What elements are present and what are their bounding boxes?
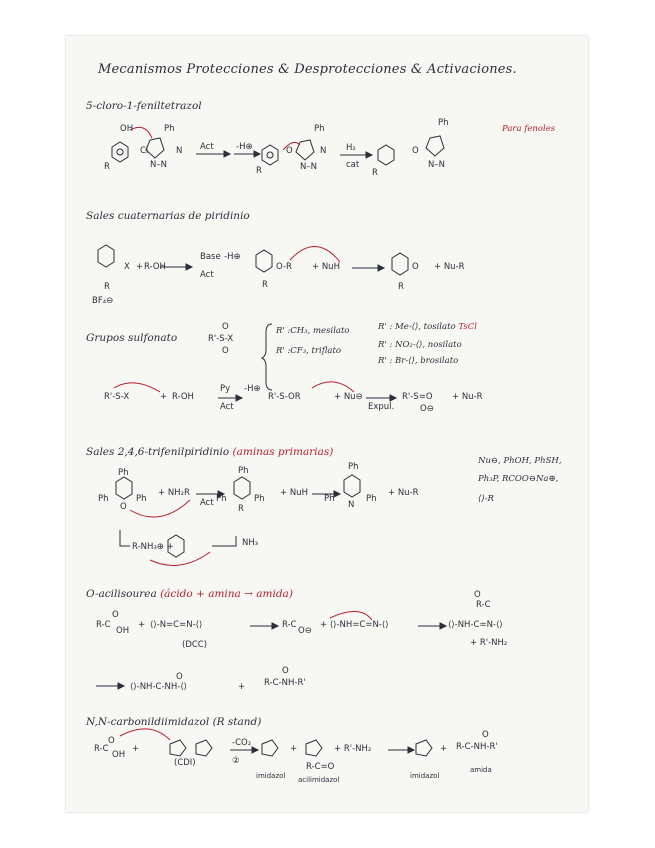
nn-label: N–N	[428, 160, 445, 170]
phenol-note: Para fenoles	[502, 124, 556, 134]
carboxylate-oxide: O⊖	[298, 626, 312, 636]
co2-loss-label: -CO₂	[232, 738, 252, 748]
section-heading-carbonildiimidazol: N,N-carbonildiimidazol (R stand)	[86, 716, 262, 728]
r-label: R	[104, 162, 110, 172]
pyridinium-ring	[98, 245, 114, 267]
step-two-marker: ②	[232, 756, 240, 766]
primary-amines-note: (aminas primarias)	[232, 446, 334, 458]
imidazol-label: imidazol	[410, 772, 440, 780]
pyrylium-ring	[116, 477, 132, 499]
plus-sign: +	[238, 682, 246, 692]
phenyl-label: Ph	[136, 494, 147, 504]
activation-label: Act	[200, 270, 214, 280]
phenyl-label: Ph	[238, 466, 249, 476]
phenyl-label: Ph	[324, 494, 335, 504]
phenyl-label: Ph	[438, 118, 449, 128]
pyridinium-ring	[256, 250, 272, 272]
pyridine-ring	[344, 475, 360, 497]
oxygen-label: O	[412, 146, 419, 156]
cdi-label: (CDI)	[174, 758, 196, 768]
base-label: Base	[200, 252, 221, 262]
phenyl-label: Ph	[118, 468, 129, 478]
dcc-structure: ⟨⟩-N=C=N-⟨⟩	[150, 620, 203, 630]
expulsion-label: Expul.	[368, 402, 395, 412]
benzene-ring	[112, 142, 128, 162]
imidazole-ring	[306, 740, 322, 756]
dcc-label: (DCC)	[182, 640, 208, 650]
nucleophile-label: + Nu⊖	[334, 392, 363, 402]
phenyl-label: Ph	[216, 494, 227, 504]
catalyst-label: cat	[346, 160, 360, 170]
tscl-label: TsCl	[458, 322, 477, 332]
acid-amine-note: (ácido + amina → amida)	[160, 588, 293, 600]
hydroxyl-label: OH	[120, 124, 134, 134]
r-label: R	[238, 504, 244, 514]
oxygen-label: O	[286, 146, 293, 156]
sulfonate-ester: R'-S-OR	[268, 392, 301, 402]
hydrogen-label: H₂	[346, 143, 356, 153]
nitrogen-label: N	[176, 146, 183, 156]
section-heading-acilisourea: O-acilisourea (ácido + amina → amida)	[86, 588, 293, 600]
phenyl-label: Ph	[348, 462, 359, 472]
carboxylic-acid: R-C	[94, 744, 109, 754]
pyridine-label: Py	[220, 384, 231, 394]
activation-label: Act	[200, 142, 214, 152]
amine-reagent: + R'-NH₂	[334, 744, 372, 754]
oxygen-label: O	[120, 502, 127, 512]
carbonyl-oxygen: O	[112, 610, 119, 620]
plus-sign: +	[132, 744, 140, 754]
sulfonate-product: R'-S=O	[402, 392, 433, 402]
nucleophile-list-3: ⟨⟩-R	[478, 494, 494, 504]
ammonia-label: NH₃	[242, 538, 259, 548]
plus-sign: +	[136, 262, 144, 272]
page-title: Mecanismos Protecciones & Desprotecciones & Activaciones.	[98, 62, 517, 77]
section-heading-piridinio: Sales cuaternarias de piridinio	[86, 210, 250, 222]
o-acylisourea: ⟨⟩-NH-C=N-⟨⟩	[448, 620, 503, 630]
hydroxyl-label: OH	[116, 626, 130, 636]
section-heading-sulfonato: Grupos sulfonato	[86, 332, 178, 344]
amide-product: R-C-NH-R'	[264, 678, 306, 688]
nucleophile-list-1: Nu⊖, PhOH, PhSH,	[478, 456, 562, 466]
ammonium-label: R-NH₃⊕ +	[132, 542, 174, 552]
acilimidazol-label: acilimidazol	[298, 776, 340, 784]
tetrazole-ring	[146, 138, 164, 158]
amide-oxygen: O	[282, 666, 289, 676]
phenyl-label: Ph	[254, 494, 265, 504]
pyridinium-ring	[234, 477, 250, 499]
nn-label: N–N	[150, 160, 167, 170]
imidazole-ring	[416, 740, 432, 756]
r-label: R	[104, 282, 110, 292]
benzene-ring	[262, 145, 278, 165]
protonated-dcc: + ⟨⟩-NH=C=N-⟨⟩	[320, 620, 389, 630]
mesilato-option: R' :CH₃, mesilato	[276, 326, 350, 336]
acyl-fragment: R-C	[476, 600, 491, 610]
nosilato-option: R' : NO₂-⟨⟩, nosilato	[378, 340, 462, 350]
amine-reagent: + NH₂R	[158, 488, 190, 498]
imidazol-label: imidazol	[256, 772, 286, 780]
plus-sign: +	[138, 620, 146, 630]
r-label: R	[256, 166, 262, 176]
product-label: + Nu-R	[452, 392, 483, 402]
imidazole-ring	[196, 740, 212, 756]
product-label: + Nu-R	[434, 262, 465, 272]
amide-product: R-C-NH-R'	[456, 742, 498, 752]
phenyl-label: Ph	[314, 124, 325, 134]
activation-label: Act	[220, 402, 234, 412]
hydroxyl-label: OH	[112, 750, 126, 760]
phenyl-label: Ph	[98, 494, 109, 504]
activation-label: Act	[200, 498, 214, 508]
section-heading-trifenilpiridinio: Sales 2,4,6-trifenilpiridinio (aminas primarias)	[86, 446, 334, 458]
r-label: R	[372, 168, 378, 178]
sulfonyl-oxygen: O	[222, 322, 229, 332]
tetrafluoroborate-label: BF₄⊖	[92, 296, 114, 306]
r-label: R	[398, 282, 404, 292]
carboxylic-acid: R-C	[96, 620, 111, 630]
nucleophile-label: + NuH	[312, 262, 340, 272]
plus-sign: +	[160, 392, 168, 402]
sulfonyl-reactant: R'-S-X	[104, 392, 130, 402]
oxide-label: O⊖	[420, 404, 434, 414]
nucleophile-list-2: Ph₃P, RCOO⊖Na⊕,	[478, 474, 559, 484]
carbonyl-oxygen: O	[474, 590, 481, 600]
phenyl-label: Ph	[366, 494, 377, 504]
amida-label: amida	[470, 766, 492, 774]
plus-sign: +	[440, 744, 448, 754]
imidazole-ring	[170, 740, 186, 756]
brosilato-option: R' : Br-⟨⟩, brosilato	[378, 356, 459, 366]
acyl-carbonyl: R-C=O	[306, 762, 335, 772]
pyridone-oxygen: O	[412, 262, 419, 272]
phenyl-label: Ph	[164, 124, 175, 134]
alcohol-label: R-OH	[172, 392, 194, 402]
chloro-label: Cl	[140, 146, 149, 156]
urea-oxygen: O	[176, 672, 183, 682]
nitrogen-label: N	[348, 500, 355, 510]
r-label: R	[262, 280, 268, 290]
tetrazole-ring	[296, 140, 314, 160]
sulfonyl-oxygen: O	[222, 346, 229, 356]
dicyclohexylurea: ⟨⟩-NH-C-NH-⟨⟩	[130, 682, 187, 692]
deprotonation-label: -H⊕	[236, 142, 253, 152]
carboxylate: R-C	[282, 620, 297, 630]
alcohol-label: R-OH	[144, 262, 166, 272]
sulfonyl-formula: R'-S-X	[208, 334, 234, 344]
leaving-group-label: X	[124, 262, 130, 272]
triflato-option: R' :CF₃, triflato	[276, 346, 341, 356]
deprotonation-label: -H⊕	[244, 384, 261, 394]
nucleophile-label: + NuH	[280, 488, 308, 498]
nn-label: N–N	[300, 162, 317, 172]
product-label: + Nu-R	[388, 488, 419, 498]
section-heading-feniltetrazol: 5-cloro-1-feniltetrazol	[86, 100, 202, 112]
tetrazole-ring	[426, 136, 444, 156]
carbonyl-oxygen: O	[108, 736, 115, 746]
tosilato-option: R' : Me-⟨⟩, tosilato TsCl	[378, 322, 477, 332]
cyclohexane-ring	[378, 145, 394, 165]
amide-oxygen: O	[482, 730, 489, 740]
nitrogen-label: N	[320, 146, 327, 156]
ether-label: O-R	[276, 262, 292, 272]
deprotonation-label: -H⊕	[224, 252, 241, 262]
plus-sign: +	[290, 744, 298, 754]
pyridone-ring	[392, 253, 408, 275]
amine-reagent: + R'-NH₂	[470, 638, 508, 648]
imidazole-ring	[262, 740, 278, 756]
r-stand-note: (R stand)	[212, 716, 262, 728]
